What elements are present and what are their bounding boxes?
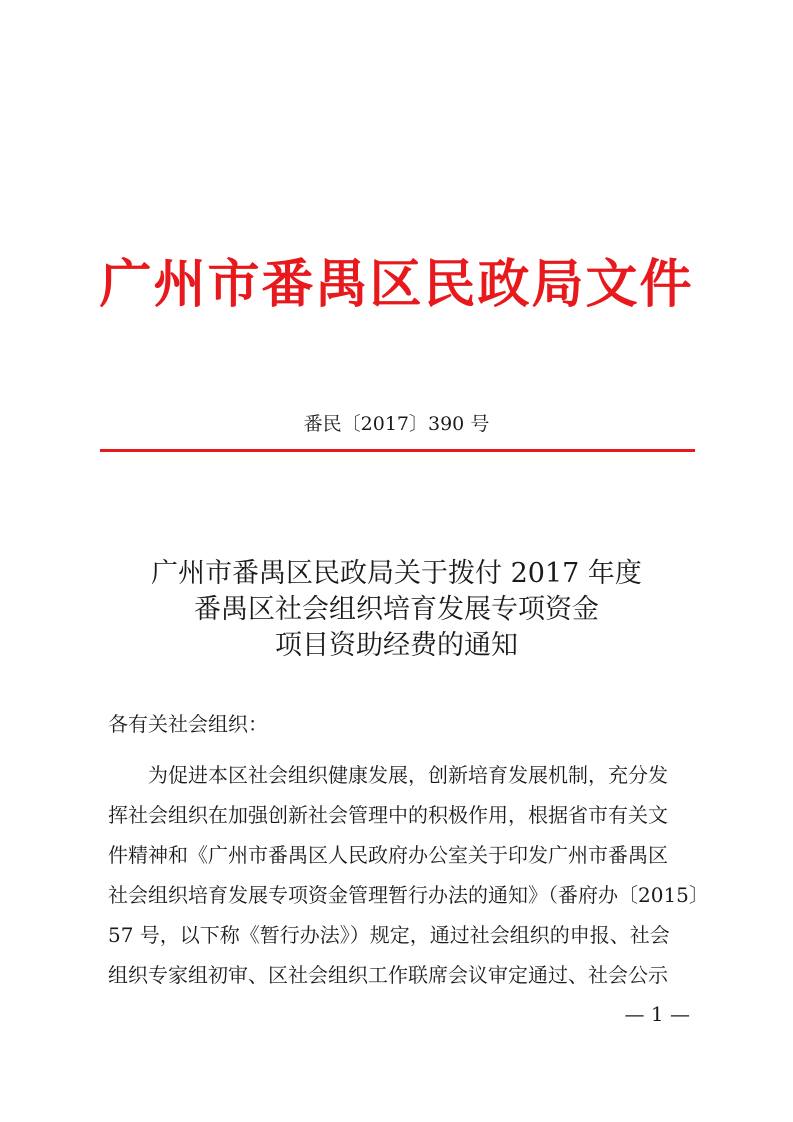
page-number: — 1 — [624, 1002, 690, 1026]
body-line-2: 挥社会组织在加强创新社会管理中的积极作用，根据省市有关文 [108, 803, 668, 827]
title-line-2: 番禺区社会组织培育发展专项资金 [194, 594, 599, 625]
document-title [0, 556, 793, 664]
salutation: 各有关社会组织： [108, 712, 268, 736]
red-separator-line [100, 449, 695, 452]
body-line-4: 社会组织培育发展专项资金管理暂行办法的通知》（番府办〔2015〕 [108, 883, 709, 907]
document-issuer-header: 广州市番禺区民政局文件 [99, 254, 694, 315]
body-line-6: 组织专家组初审、区社会组织工作联席会议审定通过、社会公示 [108, 963, 668, 987]
title-line-1: 广州市番禺区民政局关于拨付 2017 年度 [151, 558, 642, 589]
body-line-3: 件精神和《广州市番禺区人民政府办公室关于印发广州市番禺区 [108, 843, 668, 867]
document-number: 番民〔2017〕390 号 [303, 413, 490, 435]
body-line-5: 57 号，以下称《暂行办法》）规定，通过社会组织的申报、社会 [108, 923, 670, 947]
body-paragraph [108, 755, 708, 995]
body-line-1: 为促进本区社会组织健康发展，创新培育发展机制，充分发 [108, 763, 668, 787]
title-line-3: 项目资助经费的通知 [275, 630, 518, 661]
